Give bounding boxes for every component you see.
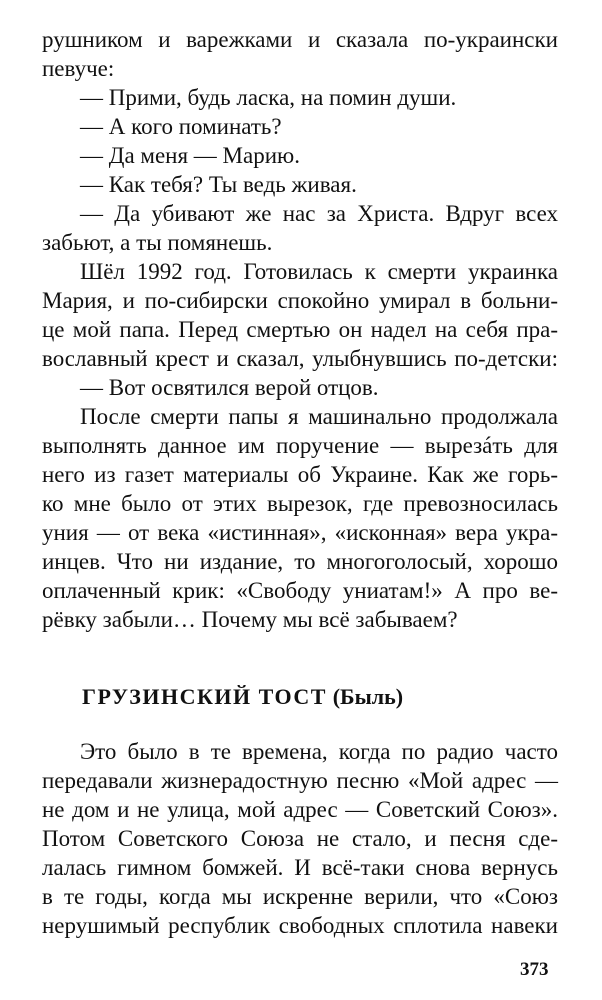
section-title: ГРУЗИНСКИЙ ТОСТ xyxy=(82,684,327,709)
text-line: забьют, а ты помянешь. xyxy=(42,230,273,255)
text-line: уния — от века «истинная», «исконная» вера укра- xyxy=(42,520,558,545)
text-line: инцев. Что ни издание, то многоголосый, хорошо xyxy=(42,549,558,574)
text-line: рёвку забыли… Почему мы всё забываем? xyxy=(42,607,458,632)
dialogue-line: — Да убивают же нас за Христа. Вдруг всех xyxy=(80,201,558,226)
paragraph-start-line: Шёл 1992 год. Готовилась к смерти украинка xyxy=(80,259,558,284)
text-line: не дом и не улица, мой адрес — Советский Союз». xyxy=(42,797,558,822)
text-line: це мой папа. Перед смертью он надел на себя пра- xyxy=(42,317,558,342)
dialogue-line: — Да меня — Марию. xyxy=(80,143,300,168)
text-line: лалась гимном бомжей. И всё-таки снова вернусь xyxy=(42,855,558,880)
text-line: Потом Советского Союза не стало, и песня сде- xyxy=(42,826,558,851)
text-line: в те годы, когда мы искренне верили, что «Союз xyxy=(42,884,558,909)
text-line: певуче: xyxy=(42,56,115,81)
paragraph-start-line: Это было в те времена, когда по радио часто xyxy=(80,739,558,764)
text-line: выполнять данное им поручение — вырезáть для xyxy=(42,433,558,458)
paragraph-start-line: После смерти папы я машинально продолжала xyxy=(80,404,558,429)
text-line: Мария, и по-сибирски спокойно умирал в больни- xyxy=(42,288,558,313)
section-subtitle: (Быль) xyxy=(332,684,404,709)
text-line: оплаченный крик: «Свободу униатам!» А про ве- xyxy=(42,578,558,603)
dialogue-line: — Вот освятился верой отцов. xyxy=(80,375,379,400)
text-line: передавали жизнерадостную песню «Мой адрес — xyxy=(42,768,558,793)
text-line: ко мне было от этих вырезок, где превозносилась xyxy=(42,491,558,516)
text-line: вославный крест и сказал, улыбнувшись по-детски: xyxy=(42,346,558,371)
text-line: него из газет материалы об Украине. Как же горь- xyxy=(42,462,558,487)
dialogue-line: — А кого поминать? xyxy=(80,114,282,139)
section-heading xyxy=(82,680,403,714)
dialogue-line: — Как тебя? Ты ведь живая. xyxy=(80,172,357,197)
dialogue-line: — Прими, будь ласка, на помин души. xyxy=(80,85,457,110)
text-line: рушником и варежками и сказала по-украински xyxy=(42,27,558,52)
page-number: 373 xyxy=(520,959,549,980)
text-line: нерушимый республик свободных сплотила навеки xyxy=(42,913,558,938)
